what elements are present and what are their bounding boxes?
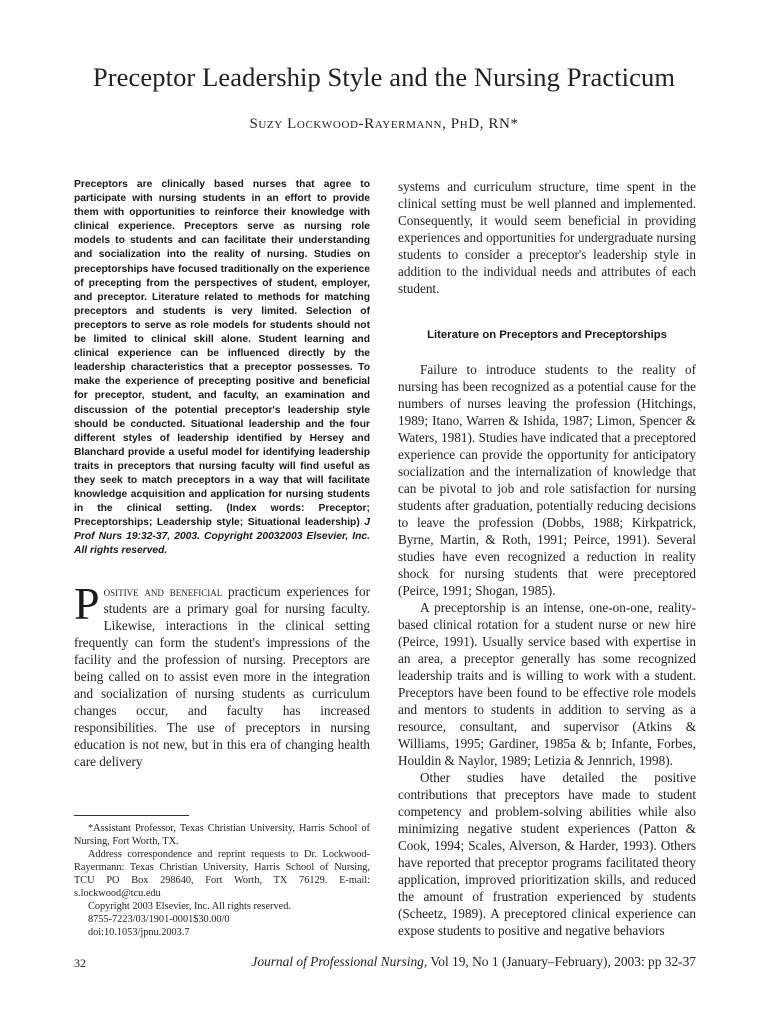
abstract-citation: J Prof Nurs 19:32-37, 2003. Copyright 20032003 Elsevier, Inc. All rights reserved. — [74, 517, 370, 557]
body-paragraph: Other studies have detailed the positive contributions that preceptors have made to student competency and problem-solving abilities while also minimizing negative student experiences (Patton & Cook, 1994; Scales, Alverson, & Harder, 1993). Others have reported that preceptor programs facilitated theory application, improved prioritization skills, and reduced the amount of frustration experienced by students (Scheetz, 1989). A preceptored clinical experience can expose students to positive and negative behaviors — [398, 770, 696, 938]
footnote-correspondence: Address correspondence and reprint requests to Dr. Lockwood-Rayermann: Texas Christian University, Harris School of Nursing, TCU PO Box 298640, Fort Worth, TX 76129. E-mail: s.lockwood@tcu.edu — [74, 849, 370, 899]
author-line: Suzy Lockwood-Rayermann, PhD, RN* — [249, 116, 519, 132]
continued-paragraph: systems and curriculum structure, time spent in the clinical setting must be well planned and implemented. Consequently, it would seem beneficial in providing experiences and opportunities for undergraduate nursing students to consider a preceptor's leadership style in addition to the individual needs and attributes of each student. — [398, 179, 696, 296]
body-paragraph: A preceptorship is an intense, one-on-one, reality-based clinical rotation for a student nurse or new hire (Peirce, 1991). Usually service based with expertise in an area, a preceptor generally has some recognized leadership traits and is willing to work with a student. Preceptors have been found to be effective role models and mentors to students in addition to serving as a resource, consultant, and supervisor (Atkins & Williams, 1995; Gardiner, 1985a & b; Infante, Forbes, Houldin & Naylor, 1989; Letizia & Jennrich, 1998). — [398, 600, 696, 768]
journal-name: Journal of Professional Nursing, — [251, 954, 428, 969]
journal-issue: Vol 19, No 1 (January–February), 2003: pp 32-37 — [427, 954, 696, 969]
footnote-issn: 8755-7223/03/1901-0001$30.00/0 — [88, 914, 230, 925]
intro-lead-caps: ositive and beneficial — [103, 583, 223, 599]
right-column — [398, 178, 696, 939]
left-column — [74, 178, 370, 770]
body-paragraph: Failure to introduce students to the reality of nursing has been recognized as a potential cause for the numbers of nurses leaving the profession (Hitchings, 1989; Itano, Warren & Ishida, 1987; Limon, Spencer & Waters, 1981). Studies have indicated that a preceptored experience can provide the opportunity for anticipatory socialization and the internalization of knowledge that can be pivotal to job and role satisfaction for nursing students after graduation, potentially reducing decisions to leave the profession (Dobbs, 1988; Kirkpatrick, Byrne, Martin, & Roth, 1991; Peirce, 1991). Several studies have even recognized a reduction in reality shock for nursing students that were preceptored (Peirce, 1991; Shogan, 1985). — [398, 362, 696, 598]
abstract — [74, 178, 370, 559]
abstract-text: Preceptors are clinically based nurses that agree to participate with nursing students in an effort to provide them with opportunities to reinforce their knowledge with clinical experience. Preceptors serve as nursing role models to students and can facilitate their understanding and socialization into the reality of nursing. Studies on preceptorships have focused traditionally on the experience of precepting from the perspectives of student, employer, and preceptor. Literature related to methods for matching preceptors and students is very limited. Selection of preceptors to serve as role models for students should not be limited to clinical skill alone. Student learning and clinical experience can be influenced directly by the leadership characteristics that a preceptor possesses. To make the experience of precepting positive and beneficial for preceptor, student, and faculty, an examination and discussion of the potential preceptor's leadership style should be conducted. Situational leadership and the four different styles of leadership identified by Hersey and Blanchard provide a useful model for identifying leadership traits in preceptors that nursing faculty will find useful as they seek to match preceptors in a way that will facilitate knowledge acquisition and application for nursing students in the clinical setting. (Index words: Preceptor; Preceptorships; Leadership style; Situational leadership) — [74, 179, 370, 529]
section-heading: Literature on Preceptors and Preceptorships — [427, 329, 667, 341]
intro-paragraph — [74, 577, 370, 770]
footnote-divider — [74, 815, 189, 816]
page-number: 32 — [74, 956, 86, 970]
footnote-doi: doi:10.1053/jpnu.2003.7 — [88, 927, 190, 938]
journal-citation — [251, 954, 696, 970]
drop-cap: P — [74, 577, 100, 629]
footnote-copyright: Copyright 2003 Elsevier, Inc. All rights reserved. — [88, 901, 291, 912]
footnote-affiliation: *Assistant Professor, Texas Christian University, Harris School of Nursing, Fort Worth, TX. — [74, 823, 370, 847]
intro-text: practicum experiences for students are a primary goal for nursing faculty. Likewise, interactions in the clinical setting frequently can form the student's impressions of the facility and the profession of nursing. Preceptors are being called on to assist even more in the integration and socialization of nursing students as curriculum changes occur, and faculty has increased responsibilities. The use of preceptors in nursing education is not new, but in this era of changing health care delivery — [74, 583, 370, 769]
article-title: Preceptor Leadership Style and the Nursing Practicum — [92, 62, 676, 92]
footnotes — [74, 822, 370, 939]
